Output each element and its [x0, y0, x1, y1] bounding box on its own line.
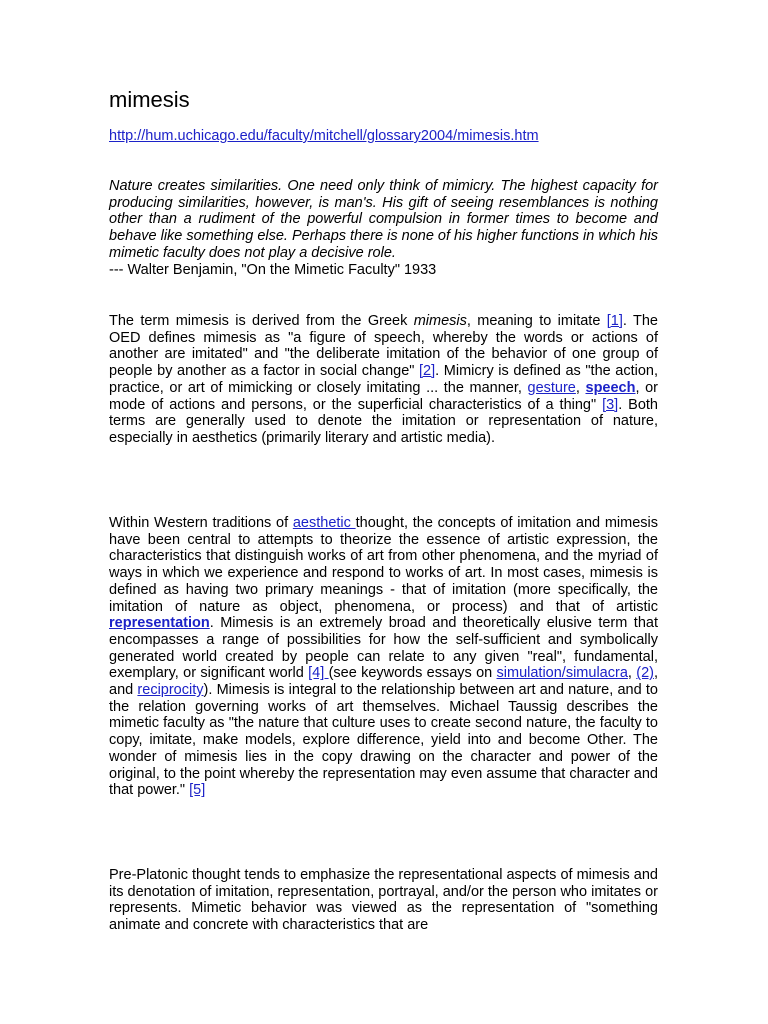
text-run: Within Western traditions of [109, 515, 293, 531]
text-run: thought, the concepts of imitation and mimesis have been central to attempts to theorize the essence of artistic expression, the characteristics that distinguish works of art from other phenomena, and the myriad of ways in which we experience and respond to works of art. In most cases, mimesis is defined as having two primary meanings - that of imitation (more specifically, the imitation of nature as object, phenomena, or process) and that of artistic [109, 515, 658, 615]
aesthetic-link[interactable]: aesthetic [292, 515, 356, 531]
simulation-link[interactable]: simulation/simulacra [496, 665, 628, 682]
text-run: , [575, 379, 586, 396]
footnote-link-1[interactable]: [1] [606, 313, 623, 329]
simulation-2-link[interactable]: (2) [636, 665, 654, 682]
gesture-link[interactable]: gesture [527, 379, 576, 396]
paragraph-pre-platonic: Pre-Platonic thought tends to emphasize the representational aspects of mimesis and its denotation of imitation, representation, portrayal, and/or the person who imitates or represents. Mimetic behavior was viewed as the representation of "something animate and concrete with characteristics that are [109, 867, 658, 934]
source-url-line [109, 127, 539, 145]
page-title: mimesis [109, 87, 190, 112]
paragraph-etymology [109, 313, 658, 447]
footnote-link-4[interactable]: [4] [308, 665, 329, 682]
representation-link[interactable]: representation [109, 615, 210, 632]
reciprocity-link[interactable]: reciprocity [137, 682, 204, 699]
text-run: The term mimesis is derived from the Greek [109, 313, 414, 329]
text-run: , [627, 665, 637, 682]
footnote-link-5[interactable]: [5] [189, 782, 206, 799]
text-run: . Mimicry is defined as "the action, practice, or art of mimicking or closely imitating ... the manner, [109, 363, 659, 396]
quote-attribution: --- Walter Benjamin, "On the Mimetic Faculty" 1933 [109, 261, 437, 278]
paragraph-western-traditions [109, 515, 658, 799]
text-run: (see keywords essays on [328, 665, 497, 682]
speech-link[interactable]: speech [585, 379, 636, 396]
text-run: , meaning to imitate [466, 313, 607, 329]
footnote-link-3[interactable]: [3] [602, 396, 619, 413]
footnote-link-2[interactable]: [2] [419, 363, 436, 380]
italic-term: mimesis [413, 313, 467, 329]
source-url-link[interactable]: http://hum.uchicago.edu/faculty/mitchell/glossary2004/mimesis.htm [109, 128, 539, 144]
text-run: , and [109, 665, 658, 699]
text-run: ). Mimesis is integral to the relationship between art and nature, and to the relation governing works of art themselves. Michael Taussig describes the mimetic faculty as "the nature that culture uses to create second nature, the faculty to copy, imitate, make models, explore difference, yield into and become Other. The wonder of mimesis lies in the copy drawing on the character and power of the original, to the point whereby the representation may even assume that character and that power." [109, 682, 658, 799]
text-run: , or mode of actions and persons, or the superficial characteristics of a thing" [109, 379, 658, 413]
epigraph-quote [109, 178, 658, 278]
quote-text: Nature creates similarities. One need only think of mimicry. The highest capacity for producing similarities, however, is man's. His gift of seeing resemblances is nothing other than a rudiment of the powerful compulsion in former times to become and behave like something else. Perhaps there is none of his higher functions in which his mimetic faculty does not play a decisive role. [109, 178, 658, 261]
text-run: . Mimesis is an extremely broad and theoretically elusive term that encompasses a range of possibilities for how the self-sufficient and symbolically generated world created by people can relate to any given "real", fundamental, exemplary, or significant world [109, 615, 658, 682]
text-run: . Both terms are generally used to denote the imitation or representation of nature, especially in aesthetics (primarily literary and artistic media). [109, 396, 658, 446]
text-run: . The OED defines mimesis as "a figure of speech, whereby the words or actions of another are imitated" and "the deliberate imitation of the behavior of one group of people by another as a factor in social change" [109, 313, 658, 380]
